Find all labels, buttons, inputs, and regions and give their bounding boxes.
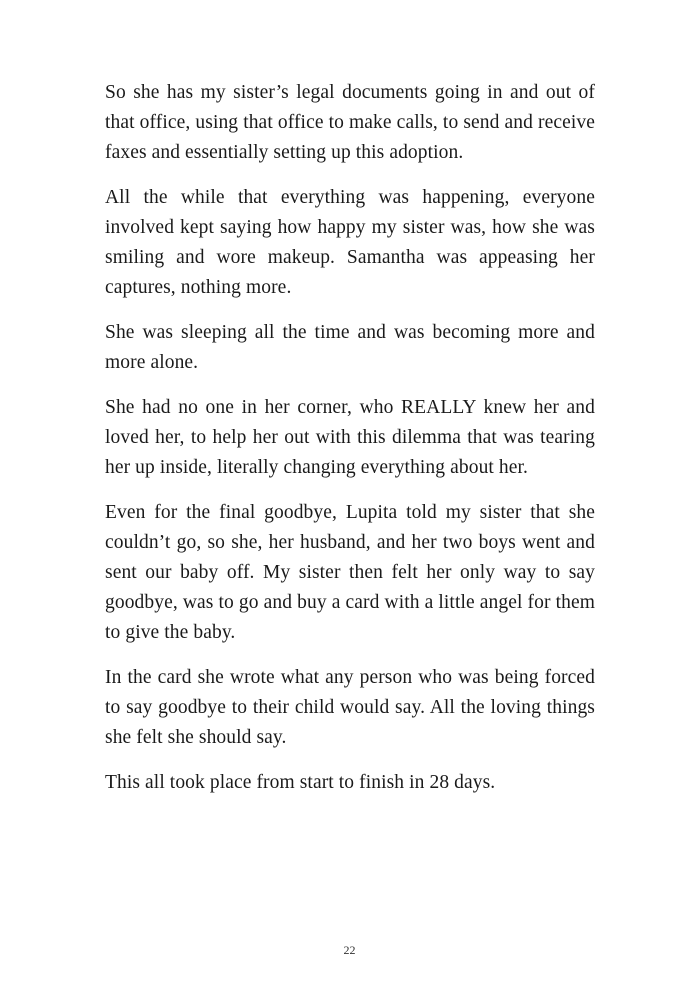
- paragraph: In the card she wrote what any person who was being forced to say goodbye to their child would say. All the loving things she felt she should say.: [105, 667, 595, 748]
- paragraph: She was sleeping all the time and was becoming more and more alone.: [105, 322, 595, 373]
- paragraph: This all took place from start to finish in 28 days.: [105, 772, 496, 793]
- page-number: 22: [343, 943, 356, 957]
- page-content: [105, 78, 595, 813]
- paragraph: She had no one in her corner, who REALLY knew her and loved her, to help her out with this dilemma that was tearing her up inside, literally changing everything about her.: [105, 397, 595, 478]
- paragraph: All the while that everything was happening, everyone involved kept saying how happy my sister was, how she was smiling and wore makeup. Samantha was appeasing her captures, nothing more.: [105, 187, 595, 298]
- paragraph: So she has my sister’s legal documents going in and out of that office, using that office to make calls, to send and receive faxes and essentially setting up this adoption.: [105, 82, 595, 163]
- paragraph: Even for the final goodbye, Lupita told my sister that she couldn’t go, so she, her husband, and her two boys went and sent our baby off. My sister then felt her only way to say goodbye, was to go and buy a card with a little angel for them to give the baby.: [105, 502, 595, 643]
